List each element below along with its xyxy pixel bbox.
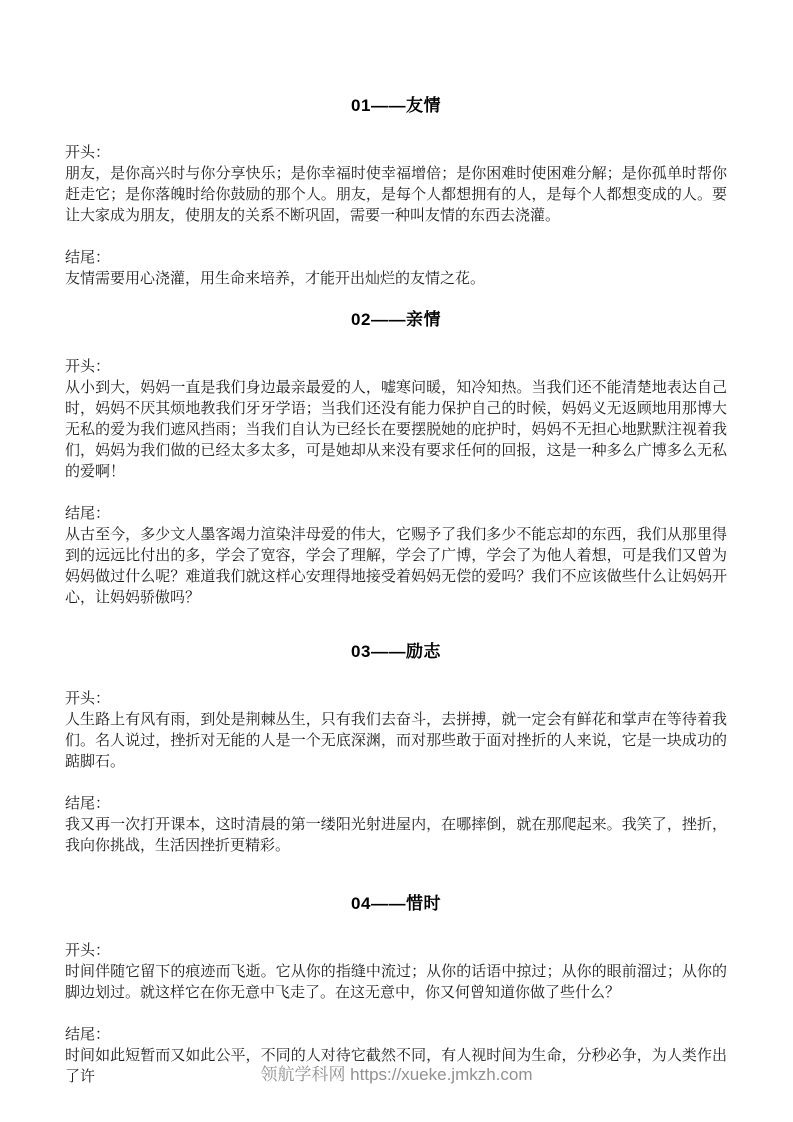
closing-label: 结尾： [65,1027,111,1043]
section-title: 02——亲情 [351,310,441,329]
section-title: 04——惜时 [351,894,441,913]
opening-label: 开头： [65,691,111,707]
closing-paragraph: 友情需要用心浇灌，用生命来培养，才能开出灿烂的友情之花。 [65,271,486,287]
watermark-text: 领航学科网 https://xueke.jmkzh.com [260,1065,533,1084]
section-title: 01——友情 [351,96,441,115]
closing-paragraph: 时间如此短暂而又如此公平，不同的人对待它截然不同，有人视时间为生命，分秒必争，为人类作出了许 [65,1048,727,1085]
closing-paragraph: 我又再一次打开课本，这时清晨的第一缕阳光射进屋内，在哪摔倒，就在那爬起来。我笑了，挫折，我向你挑战，生活因挫折更精彩。 [65,817,727,854]
opening-label: 开头： [65,145,111,161]
opening-paragraph: 从小到大，妈妈一直是我们身边最亲最爱的人，嘘寒问暖，知冷知热。当我们还不能清楚地表达自己时，妈妈不厌其烦地教我们牙牙学语；当我们还没有能力保护自己的时候，妈妈义无返顾地用那博大无私的爱为我们遮风挡雨；当我们自认为已经长在要摆脱她的庇护时，妈妈不无担心地默默注视着我们，妈妈为我们做的已经太多太多，可是她却从来没有要求任何的回报，这是一种多么广博多么无私的爱啊！ [65,380,727,480]
opening-label: 开头： [65,359,111,375]
closing-label: 结尾： [65,506,111,522]
closing-label: 结尾： [65,250,111,266]
opening-paragraph: 朋友，是你高兴时与你分享快乐；是你幸福时使幸福增倍；是你困难时使困难分解；是你孤单时帮你赶走它；是你落魄时给你鼓励的那个人。朋友，是每个人都想拥有的人，是每个人都想变成的人。要让大家成为朋友，使朋友的关系不断巩固，需要一种叫友情的东西去浇灌。 [65,166,727,224]
opening-paragraph: 人生路上有风有雨，到处是荆棘丛生，只有我们去奋斗，去拼搏，就一定会有鲜花和掌声在等待着我们。名人说过，挫折对无能的人是一个无底深渊，而对那些敢于面对挫折的人来说，它是一块成功的踮脚石。 [65,712,727,770]
watermark-footer [0,1064,793,1086]
opening-label: 开头： [65,943,111,959]
closing-label: 结尾： [65,796,111,812]
section-04-cherish-time [65,893,727,1088]
section-02-family-love [65,309,727,609]
closing-paragraph: 从古至今，多少文人墨客竭力渲染沣母爱的伟大，它赐予了我们多少不能忘却的东西，我们从那里得到的远远比付出的多，学会了宽容，学会了理解，学会了广博，学会了为他人着想，可是我们又曾为妈妈做过什么呢？难道我们就这样心安理得地接受着妈妈无偿的爱吗？我们不应该做些什么让妈妈开心，让妈妈骄傲吗？ [65,527,727,606]
section-03-inspiration [65,641,727,857]
opening-paragraph: 时间伴随它留下的痕迹而飞逝。它从你的指缝中流过；从你的话语中掠过；从你的眼前溜过；从你的脚边划过。就这样它在你无意中飞走了。在这无意中，你又何曾知道你做了些什么？ [65,964,727,1001]
section-01-friendship [65,95,727,290]
section-title: 03——励志 [351,642,441,661]
